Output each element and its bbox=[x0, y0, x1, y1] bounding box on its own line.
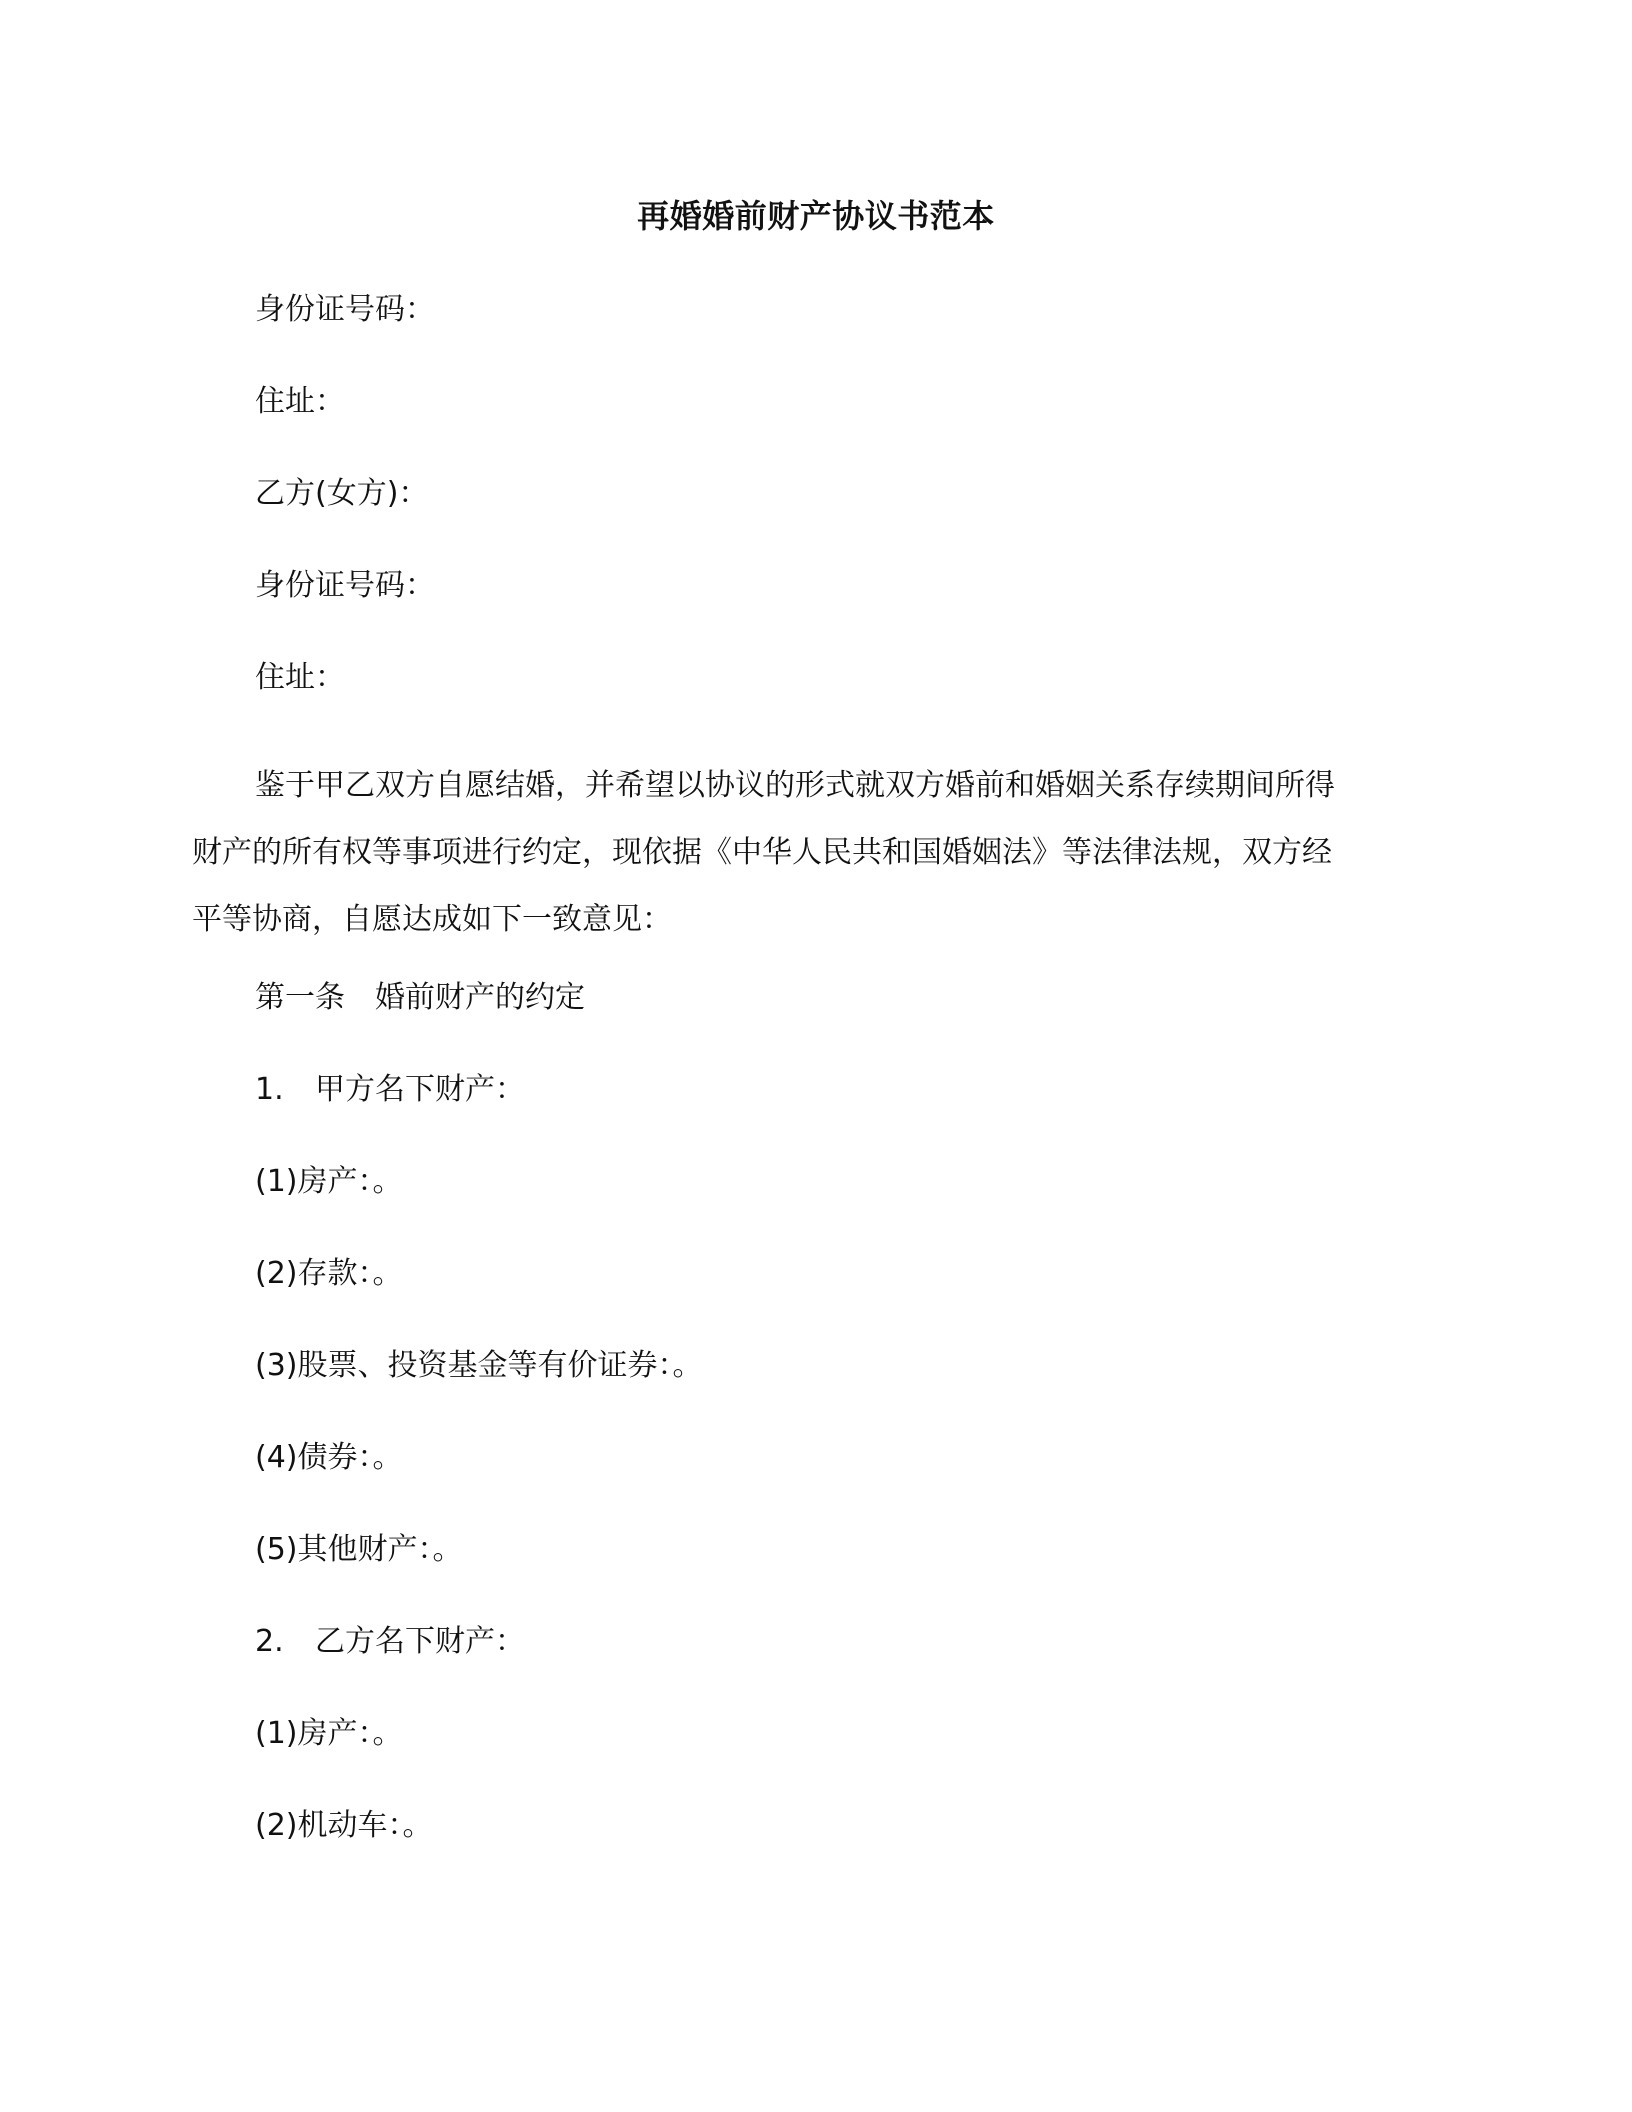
article-1-title: 婚前财产的约定 bbox=[375, 980, 585, 1015]
party-b-label: 乙方(女方)： bbox=[255, 476, 429, 511]
preamble-line: 平等协商，自愿达成如下一致意见： bbox=[192, 902, 672, 937]
section-a-item: (2)存款：。 bbox=[255, 1256, 403, 1291]
preamble-line: 鉴于甲乙双方自愿结婚，并希望以协议的形式就双方婚前和婚姻关系存续期间所得 bbox=[255, 768, 1335, 803]
section-b-number: 2. bbox=[255, 1624, 284, 1659]
section-a-title: 甲方名下财产： bbox=[315, 1072, 525, 1107]
party-b-id-label: 身份证号码： bbox=[255, 568, 435, 603]
section-a-heading bbox=[255, 1068, 525, 1112]
section-a-item: (5)其他财产：。 bbox=[255, 1532, 463, 1567]
section-a-item: (4)债券：。 bbox=[255, 1440, 403, 1475]
article-1-heading bbox=[255, 976, 585, 1020]
preamble-paragraph bbox=[192, 752, 1408, 953]
party-a-address-label: 住址： bbox=[255, 384, 345, 419]
party-b-address-label: 住址： bbox=[255, 660, 345, 695]
party-a-id-label: 身份证号码： bbox=[255, 292, 435, 327]
preamble-line: 财产的所有权等事项进行约定，现依据《中华人民共和国婚姻法》等法律法规，双方经 bbox=[192, 835, 1332, 870]
article-1-number: 第一条 bbox=[255, 980, 345, 1015]
document-title: 再婚婚前财产协议书范本 bbox=[637, 197, 995, 235]
section-a-item: (3)股票、投资基金等有价证券：。 bbox=[255, 1348, 703, 1383]
section-a-item: (1)房产：。 bbox=[255, 1164, 403, 1199]
section-b-heading bbox=[255, 1620, 525, 1664]
section-b-item: (1)房产：。 bbox=[255, 1716, 403, 1751]
section-a-number: 1. bbox=[255, 1072, 284, 1107]
section-b-title: 乙方名下财产： bbox=[315, 1624, 525, 1659]
section-b-item: (2)机动车：。 bbox=[255, 1808, 433, 1843]
